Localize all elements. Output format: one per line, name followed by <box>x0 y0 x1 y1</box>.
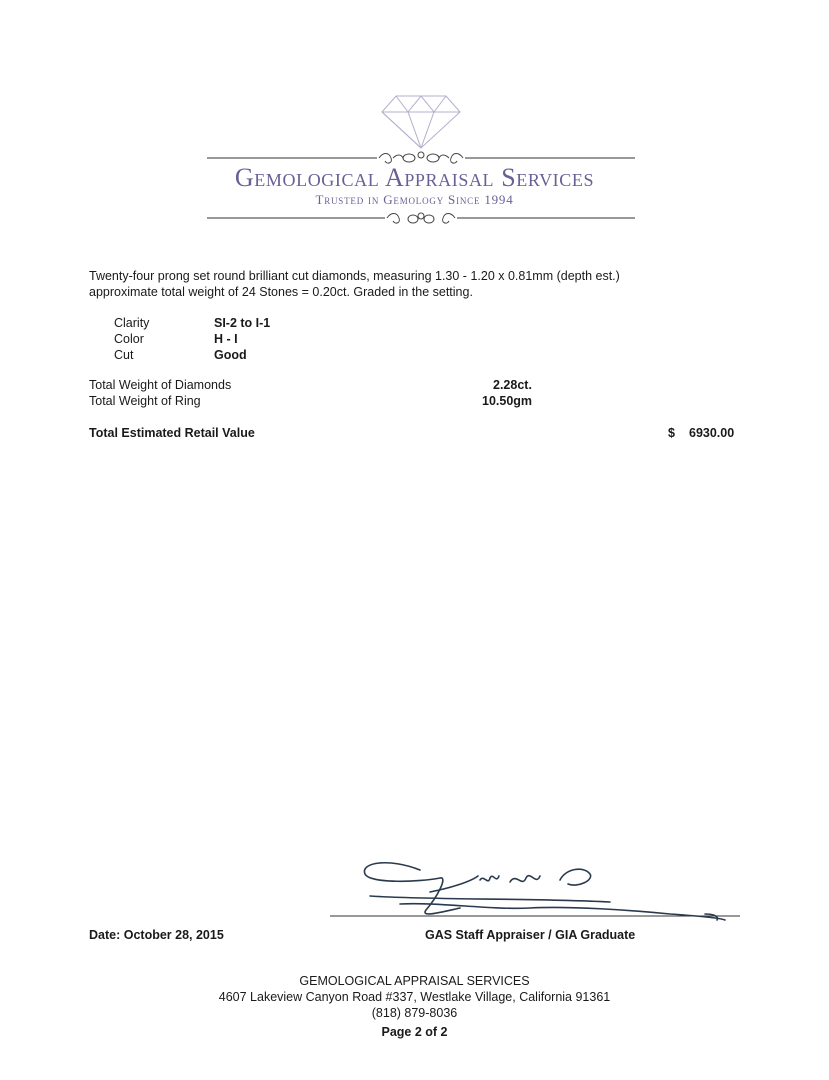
color-label: Color <box>114 332 144 346</box>
retail-amount: 6930.00 <box>689 426 735 440</box>
diamond-icon <box>380 94 462 150</box>
diamonds-weight-value: 2.28ct. <box>493 378 532 392</box>
ring-weight-value: 10.50gm <box>482 394 533 408</box>
bottom-ornament-divider <box>207 208 635 228</box>
footer-company: GEMOLOGICAL APPRAISAL SERVICES <box>299 974 530 988</box>
page-number: Page 2 of 2 <box>381 1025 448 1039</box>
ring-weight-label: Total Weight of Ring <box>89 394 201 408</box>
retail-currency: $ <box>668 426 675 440</box>
diamonds-weight-label: Total Weight of Diamonds <box>89 378 232 392</box>
appraiser-signature <box>330 852 750 932</box>
company-name-logo: Gemological Appraisal Services <box>234 163 595 192</box>
clarity-label: Clarity <box>114 316 150 330</box>
appraiser-title: GAS Staff Appraiser / GIA Graduate <box>425 928 636 942</box>
color-value: H - I <box>214 332 238 346</box>
description-line-1: Twenty-four prong set round brilliant cut diamonds, measuring 1.30 - 1.20 x 0.81mm (depth est.) <box>89 269 620 283</box>
description-line-2: approximate total weight of 24 Stones = 0.20ct. Graded in the setting. <box>89 285 473 299</box>
cut-value: Good <box>214 348 247 362</box>
date: Date: October 28, 2015 <box>89 928 224 942</box>
tagline: Trusted in Gemology Since 1994 <box>315 192 514 207</box>
cut-label: Cut <box>114 348 134 362</box>
footer-phone: (818) 879-8036 <box>371 1006 458 1020</box>
footer-address: 4607 Lakeview Canyon Road #337, Westlake Village, California 91361 <box>218 990 611 1004</box>
retail-value-label: Total Estimated Retail Value <box>89 426 255 440</box>
clarity-value: SI-2 to I-1 <box>214 316 271 330</box>
